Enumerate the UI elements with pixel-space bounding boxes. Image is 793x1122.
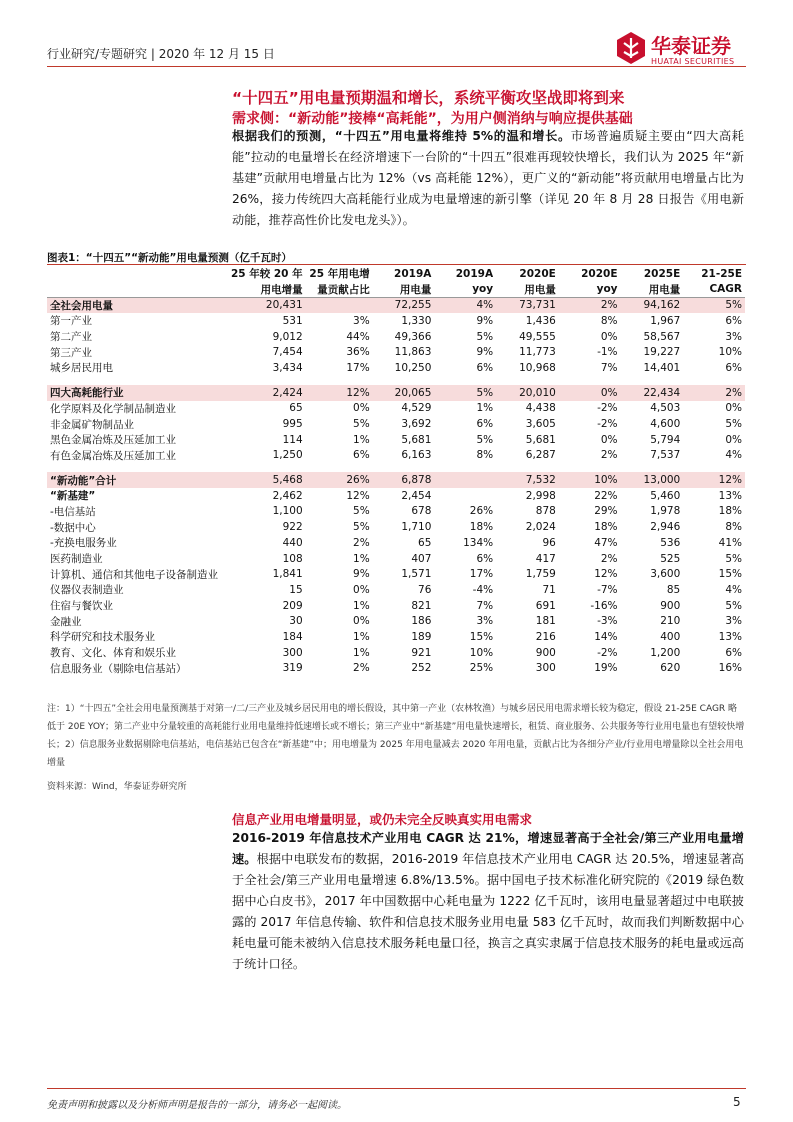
table-cell: 921 (411, 646, 432, 659)
table-header-cell: 用电增量 (260, 283, 303, 296)
table-header-cell: 2019A (455, 267, 494, 280)
table-cell: 58,567 (643, 330, 681, 343)
table-cell: 678 (411, 505, 432, 518)
paragraph-1 (232, 126, 744, 231)
row-label-cell: 信息服务业（剔除电信基站） (50, 662, 187, 675)
row-label-cell: 计算机、通信和其他电子设备制造业 (50, 568, 218, 581)
report-header: 行业研究/专题研究 | 2020 年 12 月 15 日 (47, 47, 275, 61)
table-cell: -3% (597, 615, 618, 628)
table-cell: 72,255 (373, 297, 435, 313)
table-cell: 2,998 (525, 489, 556, 502)
table-cell: 1,571 (401, 568, 432, 581)
table-cell: 1,100 (272, 505, 303, 518)
table-cell: 4,600 (650, 418, 681, 431)
table-header-cell: 用电量 (399, 283, 432, 296)
table-cell: 407 (411, 552, 432, 565)
table-cell: 12% (346, 489, 370, 502)
table-cell: 13% (718, 489, 742, 502)
paragraph-2 (232, 828, 744, 975)
table-row (47, 416, 745, 432)
row-label-cell: 第一产业 (50, 315, 92, 328)
table-header-cell: 用电量 (524, 283, 556, 296)
table-row (47, 598, 745, 614)
table-cell: 995 (282, 418, 303, 431)
table-cell: 15 (289, 583, 303, 596)
table-cell: 5% (434, 385, 496, 401)
table-cell: 85 (666, 583, 681, 596)
table-cell: 186 (411, 615, 432, 628)
section-title: “十四五”用电量预期温和增长，系统平衡攻坚战即将到来 (232, 89, 625, 107)
table-cell: 1% (353, 552, 370, 565)
table-cell: 3% (476, 615, 494, 628)
table-cell: 17% (469, 568, 494, 581)
row-label-cell: -数据中心 (50, 521, 96, 534)
section-subtitle-2: 信息产业用电增量明显，或仍未完全反映真实用电需求 (232, 812, 533, 827)
table-cell: 134% (463, 536, 494, 549)
table-source: 资料来源：Wind，华泰证券研究所 (47, 782, 187, 792)
table-cell: 536 (660, 536, 681, 549)
table-cell: 300 (282, 646, 303, 659)
table-cell: 1,710 (401, 521, 432, 534)
row-label-cell: 化学原料及化学制品制造业 (50, 402, 176, 415)
table-cell: 12% (683, 472, 745, 488)
table-cell: 8% (600, 314, 618, 327)
table-row (47, 344, 745, 360)
table-cell: 17% (346, 361, 370, 374)
table-cell: 319 (282, 662, 303, 675)
table-spacer-cell (47, 376, 745, 385)
table-cell: 531 (282, 314, 303, 327)
table-cell: 20,431 (227, 297, 306, 313)
table-cell: 7% (600, 361, 618, 374)
table-cell: 5% (353, 521, 370, 534)
table-cell: 0% (600, 330, 618, 343)
table-header-cell: 25 年较 20 年 (230, 268, 303, 281)
table-cell: 2% (353, 536, 370, 549)
table-cell: 18% (469, 521, 494, 534)
table-cell: 6% (353, 449, 370, 462)
table-cell: 9,012 (272, 330, 303, 343)
table-cell: 6% (476, 361, 494, 374)
table-cell: 1,436 (525, 314, 556, 327)
table-header-row-bottom (47, 282, 745, 298)
table-cell: 0% (725, 402, 742, 415)
table-cell: 878 (535, 505, 556, 518)
row-label-cell: “新动能”合计 (47, 472, 227, 488)
table-cell: 0% (353, 583, 370, 596)
table-cell: 9% (476, 314, 494, 327)
table-cell: 6% (725, 361, 742, 374)
table-cell: 1,978 (650, 505, 681, 518)
table-cell: -2% (597, 402, 618, 415)
table-row (47, 535, 745, 551)
row-label-cell: 有色金属冶炼及压延加工业 (50, 449, 176, 462)
table-cell: 8% (725, 521, 742, 534)
row-label-cell: 教育、文化、体育和娱乐业 (50, 647, 176, 660)
table-header-cell: yoy (472, 283, 494, 296)
table-cell: 184 (282, 630, 303, 643)
table-cell: 922 (282, 521, 303, 534)
table-cell: 9% (353, 568, 370, 581)
table-cell: 10% (469, 646, 494, 659)
table-cell: 5,681 (525, 433, 556, 446)
table-cell: 2% (600, 552, 618, 565)
table-cell: 29% (594, 505, 618, 518)
table-cell: 2,024 (525, 521, 556, 534)
table-row (47, 360, 745, 376)
table-row (47, 519, 745, 535)
table-cell: 6% (725, 314, 742, 327)
table-cell: 1,250 (272, 449, 303, 462)
table-cell: 15% (469, 630, 494, 643)
table-cell: 417 (535, 552, 556, 565)
section-subtitle: 需求侧：“新动能”接棒“高耗能”，为用户侧消纳与响应提供基础 (232, 111, 633, 127)
table-cell: 525 (660, 552, 681, 565)
table-cell: 18% (594, 521, 618, 534)
table-cell: 14,401 (643, 361, 681, 374)
table-cell: 2% (600, 449, 618, 462)
table-cell: 10% (718, 346, 742, 359)
table-cell: 10,968 (519, 361, 556, 374)
table-cell: 3% (725, 330, 742, 343)
table-row (47, 329, 745, 345)
row-label-cell: 四大高耗能行业 (47, 385, 227, 401)
table-cell: -4% (472, 583, 494, 596)
table-cell: 4,503 (650, 402, 681, 415)
table-cell: 15% (718, 568, 742, 581)
table-cell: 209 (282, 599, 303, 612)
table-cell: 4,529 (401, 402, 432, 415)
table-cell: 5,460 (650, 489, 681, 502)
table-row (47, 297, 745, 313)
table-cell: 30 (289, 615, 303, 628)
table-row (47, 401, 745, 417)
table-cell: 1,841 (272, 568, 303, 581)
table-cell: 12% (594, 568, 618, 581)
row-label-cell: 全社会用电量 (47, 297, 227, 313)
table-cell: 71 (542, 583, 556, 596)
figure-title: 图表1：“十四五”“新动能”用电量预测（亿千瓦时） (47, 252, 292, 264)
table-cell: 2% (353, 662, 370, 675)
table-cell: 6,878 (373, 472, 435, 488)
row-label-cell: 住宿与餐饮业 (50, 600, 113, 613)
huatai-logo (615, 30, 755, 70)
table-cell: 0% (725, 433, 742, 446)
table-header-cell: 2019A (394, 267, 432, 280)
table-cell: 5% (476, 433, 494, 446)
row-label-cell: 第三产业 (50, 346, 92, 359)
table-cell: 13,000 (621, 472, 684, 488)
table-cell: -2% (597, 418, 618, 431)
table-cell: 181 (535, 615, 556, 628)
table-spacer-row (47, 376, 745, 385)
table-cell: 440 (282, 536, 303, 549)
table-header-cell: 2020E (519, 267, 556, 280)
table-cell: 11,773 (519, 346, 556, 359)
table-cell: 10,250 (394, 361, 432, 374)
table-cell: 49,555 (519, 330, 556, 343)
table-header-cell: 量贡献占比 (317, 283, 370, 296)
figure-divider (47, 264, 746, 265)
table-cell: 94,162 (621, 297, 684, 313)
table-cell: 18% (718, 505, 742, 518)
table-cell: 1,759 (525, 568, 556, 581)
table-cell: 5,681 (401, 433, 432, 446)
table-cell: 47% (594, 536, 618, 549)
table-row (47, 613, 745, 629)
table-cell: 3,692 (401, 418, 432, 431)
paragraph-1-body: 市场普遍质疑主要由“四大高耗能”拉动的电量增长在经济增速下一台阶的“十四五”很难再现较快增长，我们认为 2025 年“新基建”贡献用电增量占比为 12%（vs 高耗能 12%），更广义的“新动能”将贡献用电增量占比为 26%，接力传统四大高耗能行业成为电量增速的新引擎（详见 20 年 8 月 28 日报告《用电新动能，推荐高性价比发电龙头》）。 (232, 129, 744, 227)
table-row (47, 432, 745, 448)
table-cell: 7,532 (496, 472, 559, 488)
table-cell: 10% (559, 472, 621, 488)
logo-mark-icon (615, 30, 647, 66)
table-cell: -2% (597, 646, 618, 659)
table-cell: 22,434 (621, 385, 684, 401)
row-label-cell: -充换电服务业 (50, 537, 117, 550)
table-cell: 1,200 (650, 646, 681, 659)
table-cell: 3,434 (272, 361, 303, 374)
table-cell: 36% (346, 346, 370, 359)
table-cell: 4,438 (525, 402, 556, 415)
table-cell: 11,863 (394, 346, 432, 359)
table-cell: 4% (434, 297, 496, 313)
table-header-cell: 用电量 (648, 283, 681, 296)
table-cell: 25% (469, 662, 494, 675)
table-cell: 41% (718, 536, 742, 549)
table-row (47, 472, 745, 488)
table-cell: 7% (476, 599, 494, 612)
table-spacer-row (47, 463, 745, 472)
paragraph-2-body: 根据中电联发布的数据，2016-2019 年信息技术产业用电 CAGR 达 20.5%，增速显著高于全社会/第三产业用电量增速 6.8%/13.5%。据中国电子技术标准化研究院的《2019 绿色数据中心白皮书》，2017 年中国数据中心耗电量为 1222 亿千瓦时，该用电量显著超过中电联披露的 2017 年信息传输、软件和信息技术服务业用电量 583 亿千瓦时，故而我们判断数据中心耗电量可能未被纳入信息技术服务耗电量口径，换言之真实隶属于信息技术服务的耗电量或远高于统计口径。 (232, 852, 744, 971)
table-cell: 691 (535, 599, 556, 612)
table-row (47, 645, 745, 661)
table-row (47, 385, 745, 401)
table-header-cell: 2025E (643, 267, 681, 280)
table-cell: 0% (559, 385, 621, 401)
table-cell: 5,468 (227, 472, 306, 488)
table-header-cell: 25 年用电增 (309, 268, 370, 281)
table-cell: 5% (476, 330, 494, 343)
table-cell: 4% (725, 449, 742, 462)
table-cell: 2% (559, 297, 621, 313)
table-cell: 0% (353, 615, 370, 628)
table-cell: 49,366 (394, 330, 432, 343)
table-cell: 9% (476, 346, 494, 359)
logo-subtitle: HUATAI SECURITIES (651, 57, 735, 66)
table-cell: 400 (660, 630, 681, 643)
table-cell: 108 (282, 552, 303, 565)
table-cell: 300 (535, 662, 556, 675)
table-header-cell: 2020E (581, 267, 618, 280)
table-cell: 1% (353, 433, 370, 446)
table-cell: -7% (597, 583, 618, 596)
table-header-cell: CAGR (709, 283, 742, 296)
table-cell: 19% (594, 662, 618, 675)
table-cell: 1,330 (401, 314, 432, 327)
table-cell: 12% (306, 385, 373, 401)
table-cell: 7,537 (650, 449, 681, 462)
table-cell: 2,424 (227, 385, 306, 401)
table-cell: 1% (353, 599, 370, 612)
table-cell: 114 (282, 433, 303, 446)
table-cell: 5,794 (650, 433, 681, 446)
row-label-cell: 科学研究和技术服务业 (50, 631, 155, 644)
row-label-cell: 金融业 (50, 615, 82, 628)
table-cell: 3% (725, 615, 742, 628)
table-cell (434, 488, 496, 504)
table-cell: 26% (469, 505, 494, 518)
table-cell: 20,065 (373, 385, 435, 401)
table-cell: 16% (718, 662, 742, 675)
table-cell: -1% (597, 346, 618, 359)
table-cell: 8% (476, 449, 494, 462)
row-label-cell: 仪器仪表制造业 (50, 584, 124, 597)
table-cell: 3,600 (650, 568, 681, 581)
disclaimer-footer: 免责声明和披露以及分析师声明是报告的一部分，请务必一起阅读。 (47, 1100, 347, 1111)
table-cell: 5% (725, 552, 742, 565)
table-cell: -16% (590, 599, 618, 612)
footer-divider (47, 1088, 746, 1089)
table-row (47, 661, 745, 677)
table-cell: 6,287 (525, 449, 556, 462)
table-header-cell: yoy (596, 283, 618, 296)
table-cell: 1% (353, 630, 370, 643)
table-cell: 3% (353, 314, 370, 327)
table-cell: 5% (353, 505, 370, 518)
page-number: 5 (733, 1095, 741, 1109)
table-header-cell: 21-25E (701, 267, 742, 280)
table-cell: 65 (289, 402, 303, 415)
table-row (47, 551, 745, 567)
table-cell: 44% (346, 330, 370, 343)
row-label-cell: 非金属矿物制品业 (50, 418, 134, 431)
table-cell: 14% (594, 630, 618, 643)
table-row (47, 504, 745, 520)
table-cell: 19,227 (643, 346, 681, 359)
table-cell: 5% (683, 297, 745, 313)
table-cell: 6% (476, 552, 494, 565)
table-cell: 6% (476, 418, 494, 431)
table-cell: 20,010 (496, 385, 559, 401)
table-row (47, 629, 745, 645)
table-cell: 1% (353, 646, 370, 659)
paragraph-2-lead: 2016-2019 年信息技术产业用电 CAGR 达 21%，增速显著高于全社会/第三产业用电量增速。 (232, 831, 744, 866)
table-cell: 1% (476, 402, 494, 415)
table-note: 注：1）“十四五”全社会用电量预测基于对第一/二/三产业及城乡居民用电的增长假设，其中第一产业（农林牧渔）与城乡居民用电需求增长较为稳定，假设 21-25E CAGR 略低于 20E YOY；第二产业中分量较重的高耗能行业用电量维持低速增长或不增长；第三产业中“新基建”用电量快速增长，租赁、商业服务、公共服务等行业用电量也有望较快增长；2）信息服务业数据剔除电信基站，电信基站已包含在“新基建”中；用电增量为 2025 年用电量减去 2020 年用电量，贡献占比为各细分产业/行业用电增量除以全社会用电增量 (47, 704, 745, 768)
table-cell: 76 (418, 583, 432, 596)
table-cell: 6% (725, 646, 742, 659)
row-label-cell: “新基建” (50, 490, 96, 503)
table-cell: 2% (683, 385, 745, 401)
table-cell: 1,967 (650, 314, 681, 327)
table-cell: 252 (411, 662, 432, 675)
table-cell: 0% (353, 402, 370, 415)
electricity-forecast-table (47, 266, 745, 676)
table-row (47, 448, 745, 464)
table-cell: 620 (660, 662, 681, 675)
table-cell: 3,605 (525, 418, 556, 431)
table-cell: 5% (353, 418, 370, 431)
table-cell (306, 297, 373, 313)
table-cell: 900 (535, 646, 556, 659)
row-label-cell: 第二产业 (50, 331, 92, 344)
table-cell: 5% (725, 418, 742, 431)
table-cell: 96 (542, 536, 556, 549)
table-cell: 7,454 (272, 346, 303, 359)
table-cell: 6,163 (401, 449, 432, 462)
table-header-row-top (47, 266, 745, 282)
table-cell: 2,946 (650, 521, 681, 534)
table-cell: 189 (411, 630, 432, 643)
table-cell: 216 (535, 630, 556, 643)
table-header-cell (47, 266, 227, 282)
row-label-cell: 黑色金属冶炼及压延加工业 (50, 434, 176, 447)
table-row (47, 488, 745, 504)
table-row (47, 313, 745, 329)
table-cell: 2,454 (401, 489, 432, 502)
paragraph-1-lead: 根据我们的预测，“十四五”用电量将维持 5%的温和增长。 (232, 129, 571, 143)
table-row (47, 582, 745, 598)
table-cell: 22% (594, 489, 618, 502)
logo-name: 华泰证券 (651, 34, 731, 58)
table-header-cell (47, 282, 227, 298)
row-label-cell: 医药制造业 (50, 553, 103, 566)
table-cell: 821 (411, 599, 432, 612)
table-cell: 13% (718, 630, 742, 643)
table-cell: 26% (306, 472, 373, 488)
row-label-cell: 城乡居民用电 (50, 362, 113, 375)
table-cell: 65 (418, 536, 432, 549)
row-label-cell: -电信基站 (50, 505, 96, 518)
table-row (47, 566, 745, 582)
table-cell: 210 (660, 615, 681, 628)
table-spacer-cell (47, 463, 745, 472)
table-cell: 2,462 (272, 489, 303, 502)
table-cell: 0% (600, 433, 618, 446)
table-cell: 900 (660, 599, 681, 612)
table-cell: 5% (725, 599, 742, 612)
table-cell: 73,731 (496, 297, 559, 313)
table-cell (434, 472, 496, 488)
table-cell: 4% (725, 583, 742, 596)
